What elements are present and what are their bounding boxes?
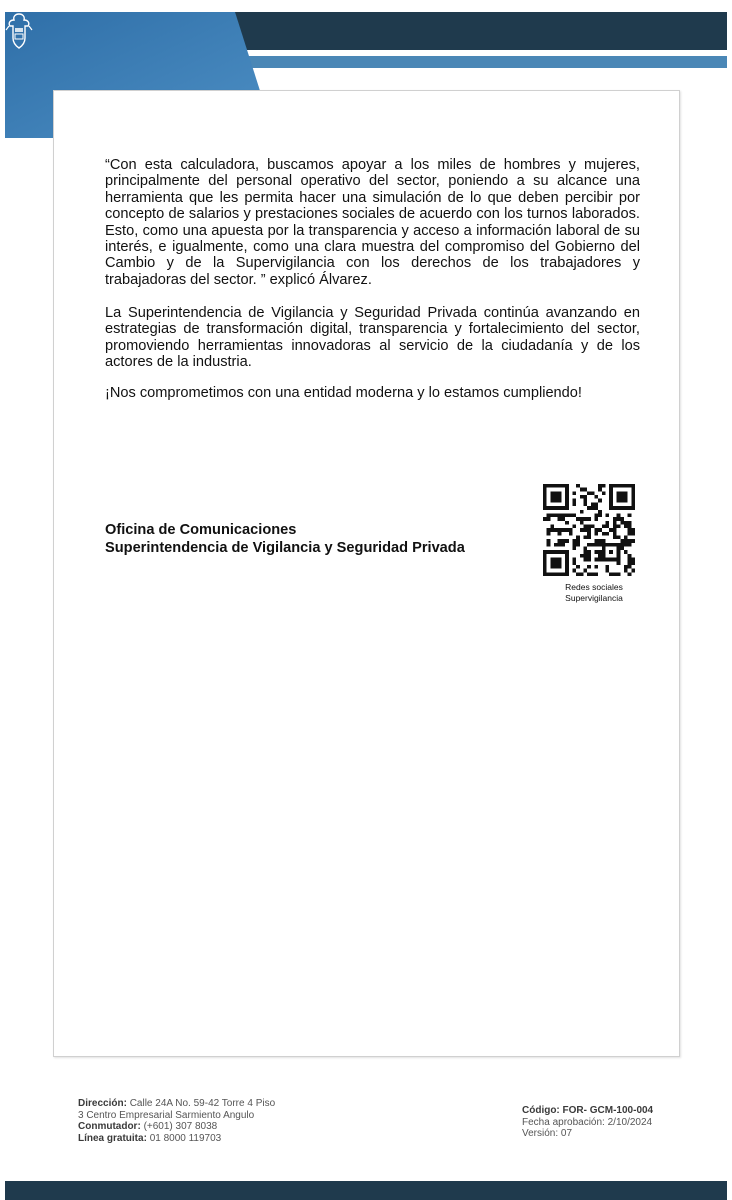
- qr-caption-line1: Redes sociales: [565, 582, 623, 592]
- coat-of-arms-icon: [5, 12, 33, 50]
- qr-caption-line2: Supervigilancia: [565, 593, 623, 603]
- approval-date: Fecha aprobación: 2/10/2024: [522, 1116, 653, 1128]
- document-version: Versión: 07: [522, 1128, 573, 1139]
- paragraph-transformation: La Superintendencia de Vigilancia y Seguridad Privada continúa avanzando en estrategias de transformación digital, transparencia y fortalecimiento del sector, promoviendo herramientas innovadoras al servicio de la ciudadanía y de los actores de la industria.: [105, 305, 640, 371]
- footer-contact: [78, 1098, 275, 1144]
- phone-label: Conmutador:: [78, 1121, 141, 1132]
- signature-entity: Superintendencia de Vigilancia y Seguridad Privada: [105, 540, 465, 556]
- free-line-label: Línea gratuita:: [78, 1132, 147, 1144]
- header-dark-bar: [215, 12, 727, 50]
- header-accent-bar: [236, 56, 727, 68]
- qr-code-icon[interactable]: [543, 484, 635, 576]
- address-line1: Calle 24A No. 59-42 Torre 4 Piso: [129, 1098, 276, 1109]
- document-code: FOR- GCM-100-004: [562, 1105, 654, 1116]
- phone-number: (+601) 307 8038: [143, 1121, 218, 1132]
- paragraph-quote: “Con esta calculadora, buscamos apoyar a los miles de hombres y mujeres, principalmente del personal operativo del sector, poniendo a su alcance una herramienta que les permita hacer una simulación de lo que deben percibir por concepto de salarios y prestaciones sociales de acuerdo con los turnos laborados. Esto, como una apuesta por la transparencia y acceso a información laboral de su interés, e igualmente, como una clara muestra del compromiso del Gobierno del Cambio y de la Supervigilancia con los derechos de los trabajadores y trabajadoras del sector. ” explicó Álvarez.: [105, 157, 640, 288]
- qr-caption: [540, 582, 648, 604]
- footer-bar: [5, 1181, 727, 1200]
- footer-document-info: [522, 1105, 653, 1140]
- address-label: Dirección:: [78, 1098, 127, 1109]
- signature-office: Oficina de Comunicaciones: [105, 522, 297, 538]
- free-line-number: 01 8000 119703: [149, 1132, 222, 1144]
- code-label: Código:: [522, 1105, 560, 1116]
- paragraph-closing: ¡Nos comprometimos con una entidad moderna y lo estamos cumpliendo!: [105, 385, 582, 401]
- address-line2: 3 Centro Empresarial Sarmiento Angulo: [78, 1109, 255, 1121]
